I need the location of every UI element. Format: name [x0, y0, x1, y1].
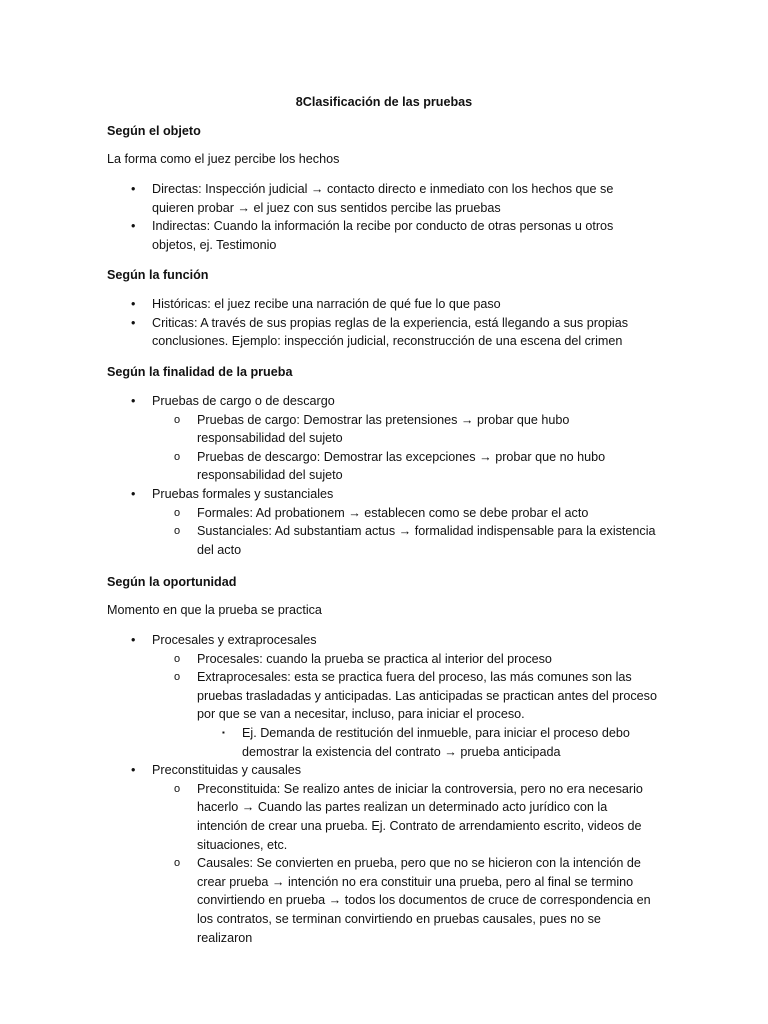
bullet-icon: • — [131, 219, 136, 234]
section-heading-objeto: Según el objeto — [107, 124, 201, 138]
list-item-text: Preconstituida: Se realizo antes de iniciar la controversia, pero no era necesario hacerlo → Cuando las partes realizan un determinado acto jurídico con la intención de crear una prueba. Ej. Contrato de arrendamiento escrito, videos de situaciones, etc. — [197, 781, 643, 852]
list-objeto — [0, 180, 768, 254]
list-item-text: Sustanciales: Ad substantiam actus → formalidad indispensable para la existencia del acto — [197, 524, 656, 557]
circle-bullet-icon: o — [174, 450, 181, 463]
list-item — [0, 295, 658, 314]
list-item-text: Formales: Ad probationem → establecen como se debe probar el acto — [197, 505, 589, 520]
page-title: 8Clasificación de las pruebas — [295, 95, 473, 109]
sub-list-item — [0, 522, 658, 559]
list-item-text: Preconstituidas y causales — [152, 763, 302, 778]
list-item-text: Indirectas: Cuando la información la recibe por conducto de otras personas u otros objetos, ej. Testimonio — [152, 219, 614, 252]
list-item — [0, 485, 658, 504]
list-item-text: Pruebas de cargo: Demostrar las pretensiones → probar que hubo responsabilidad del sujeto — [197, 412, 570, 446]
list-item-text: Ej. Demanda de restitución del inmueble, para iniciar el proceso debo demostrar la existencia del contrato → prueba anticipada — [242, 725, 630, 759]
sub-list-item — [0, 668, 658, 724]
circle-bullet-icon: o — [174, 671, 181, 684]
section-heading-funcion: Según la función — [107, 268, 209, 282]
circle-bullet-icon: o — [174, 413, 181, 426]
section-subtitle-oportunidad: Momento en que la prueba se practica — [107, 603, 322, 617]
list-item-text: Directas: Inspección judicial → contacto directo e inmediato con los hechos que se quieren probar → el juez con sus sentidos percibe las pruebas — [152, 182, 614, 215]
sub-sub-list-item — [0, 724, 658, 761]
sub-list-item — [0, 448, 658, 485]
list-item — [0, 180, 658, 217]
list-item-text: Pruebas de cargo o de descargo — [152, 394, 335, 408]
list-item-text: Pruebas de descargo: Demostrar las excepciones → probar que no hubo responsabilidad del sujeto — [197, 449, 606, 483]
list-item-text: Causales: Se convierten en prueba, pero que no se hicieron con la intención de crear prueba → intención no era constituir una prueba, pero al final se termino convirtiendo en prueba → todos los documentos de cruce de correspondencia en los contratos, se terminan convirtiendo en pruebas causales, pues no se realizaron — [197, 856, 651, 945]
square-bullet-icon: ▪ — [222, 727, 225, 737]
section-subtitle-objeto: La forma como el juez percibe los hechos — [107, 152, 340, 166]
sub-list-item — [0, 650, 658, 669]
bullet-icon: • — [131, 486, 136, 501]
sub-list-item — [0, 854, 658, 947]
bullet-icon: • — [131, 633, 136, 647]
bullet-icon: • — [131, 297, 136, 311]
section-heading-finalidad: Según la finalidad de la prueba — [107, 365, 293, 379]
list-item-text: Procesales y extraprocesales — [152, 633, 317, 647]
list-oportunidad — [0, 631, 768, 947]
circle-bullet-icon: o — [174, 782, 181, 795]
sub-list-item — [0, 411, 658, 448]
list-item — [0, 217, 658, 254]
list-finalidad — [0, 392, 768, 559]
circle-bullet-icon: o — [174, 857, 181, 870]
list-item — [0, 314, 658, 351]
bullet-icon: • — [131, 763, 136, 778]
list-funcion — [0, 295, 768, 351]
bullet-icon: • — [131, 182, 136, 196]
list-item-text: Extraprocesales: esta se practica fuera del proceso, las más comunes son las pruebas trasladadas y anticipadas. Las anticipadas se practican antes del proceso por que se van a necesitar, incluso, para iniciar el proceso. — [197, 670, 657, 722]
sub-list-item — [0, 504, 658, 523]
list-item — [0, 392, 658, 411]
list-item-text: Pruebas formales y sustanciales — [152, 486, 334, 501]
list-item-text: Históricas: el juez recibe una narración de qué fue lo que paso — [152, 297, 501, 311]
list-item — [0, 761, 658, 780]
sub-list-item — [0, 780, 658, 854]
circle-bullet-icon: o — [174, 506, 181, 519]
list-item-text: Procesales: cuando la prueba se practica al interior del proceso — [197, 651, 552, 666]
circle-bullet-icon: o — [174, 652, 181, 665]
section-heading-oportunidad: Según la oportunidad — [107, 575, 237, 589]
list-item — [0, 631, 658, 650]
bullet-icon: • — [131, 394, 136, 408]
bullet-icon: • — [131, 315, 136, 330]
circle-bullet-icon: o — [174, 525, 181, 538]
list-item-text: Criticas: A través de sus propias reglas de la experiencia, está llegando a sus propias conclusiones. Ejemplo: inspección judicial, reconstrucción de una escena del crimen — [152, 315, 629, 349]
